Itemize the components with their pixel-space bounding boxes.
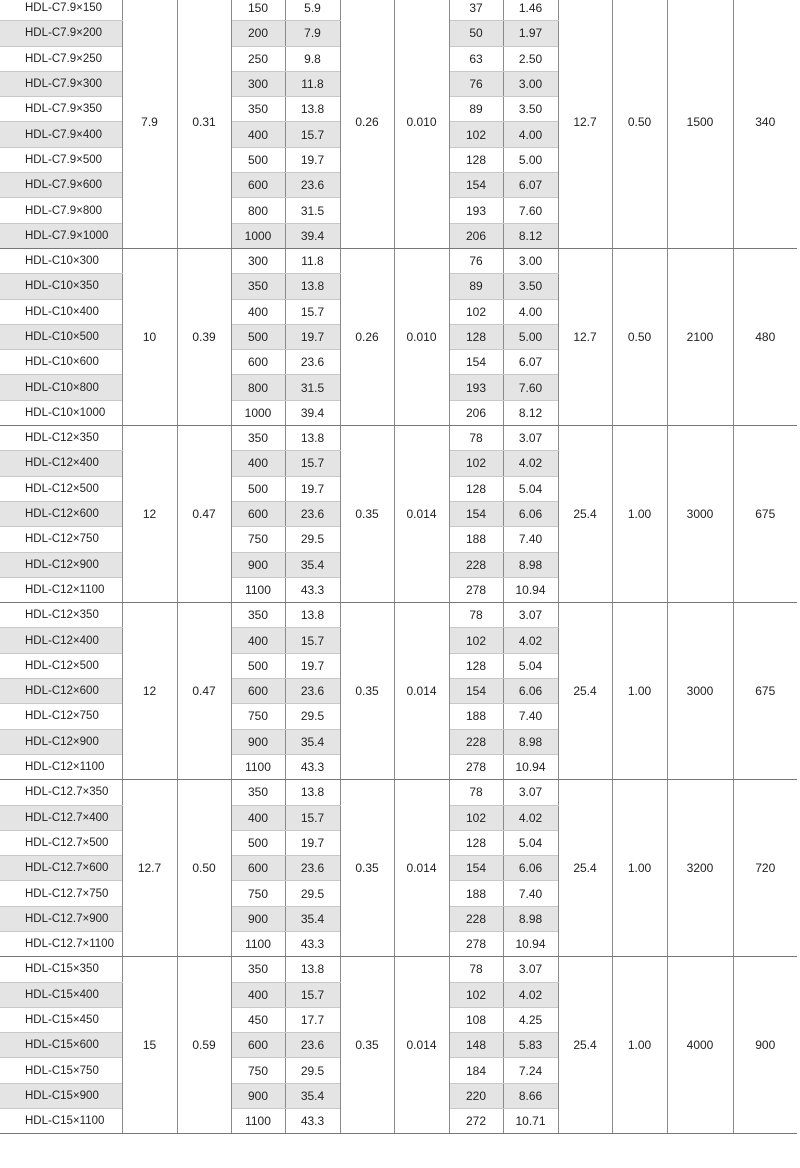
width-in-cell: 10.71: [503, 1109, 558, 1134]
length-in-cell: 7.9: [285, 21, 340, 46]
width-mm-cell: 102: [449, 299, 503, 324]
load-lbs-cell: 720: [733, 780, 797, 957]
width-in-cell: 3.00: [503, 248, 558, 273]
length-in-cell: 39.4: [285, 223, 340, 248]
thickness-in-cell: 0.014: [394, 603, 449, 780]
model-cell: HDL-C10×400: [0, 299, 122, 324]
length-mm-cell: 400: [231, 122, 285, 147]
length-in-cell: 23.6: [285, 679, 340, 704]
model-cell: HDL-C15×750: [0, 1058, 122, 1083]
width-in-cell: 6.06: [503, 501, 558, 526]
model-cell: HDL-C7.9×200: [0, 21, 122, 46]
pitch-mm-cell: 25.4: [558, 426, 612, 603]
length-mm-cell: 400: [231, 805, 285, 830]
thickness-mm-cell: 0.26: [340, 248, 394, 425]
table-row: [0, 780, 797, 805]
width-mm-cell: 78: [449, 426, 503, 451]
thickness-in-cell: 0.014: [394, 957, 449, 1134]
length-mm-cell: 350: [231, 274, 285, 299]
model-cell: HDL-C12×1100: [0, 754, 122, 779]
model-cell: HDL-C12.7×1100: [0, 931, 122, 956]
width-in-cell: 6.07: [503, 173, 558, 198]
length-mm-cell: 350: [231, 426, 285, 451]
model-cell: HDL-C12×500: [0, 476, 122, 501]
length-in-cell: 35.4: [285, 906, 340, 931]
length-in-cell: 17.7: [285, 1007, 340, 1032]
model-cell: HDL-C10×500: [0, 324, 122, 349]
length-in-cell: 19.7: [285, 830, 340, 855]
length-in-cell: 43.3: [285, 931, 340, 956]
inner-dim-in-cell: 0.47: [177, 426, 231, 603]
model-cell: HDL-C12×600: [0, 501, 122, 526]
width-mm-cell: 78: [449, 957, 503, 982]
model-cell: HDL-C7.9×400: [0, 122, 122, 147]
inner-dim-mm-cell: 7.9: [122, 0, 177, 248]
length-mm-cell: 900: [231, 729, 285, 754]
length-mm-cell: 600: [231, 173, 285, 198]
width-in-cell: 5.83: [503, 1033, 558, 1058]
width-mm-cell: 102: [449, 805, 503, 830]
length-mm-cell: 150: [231, 0, 285, 21]
width-mm-cell: 220: [449, 1083, 503, 1108]
width-mm-cell: 278: [449, 577, 503, 602]
load-n-cell: 3000: [667, 603, 733, 780]
load-lbs-cell: 675: [733, 603, 797, 780]
length-mm-cell: 1100: [231, 754, 285, 779]
width-in-cell: 6.07: [503, 350, 558, 375]
length-mm-cell: 750: [231, 1058, 285, 1083]
length-in-cell: 15.7: [285, 628, 340, 653]
model-cell: HDL-C12×400: [0, 628, 122, 653]
model-cell: HDL-C10×600: [0, 350, 122, 375]
thickness-in-cell: 0.014: [394, 780, 449, 957]
length-mm-cell: 900: [231, 906, 285, 931]
length-mm-cell: 1000: [231, 400, 285, 425]
pitch-in-cell: 0.50: [612, 0, 667, 248]
width-mm-cell: 193: [449, 198, 503, 223]
width-mm-cell: 188: [449, 881, 503, 906]
width-mm-cell: 128: [449, 147, 503, 172]
inner-dim-in-cell: 0.39: [177, 248, 231, 425]
model-cell: HDL-C10×800: [0, 375, 122, 400]
model-cell: HDL-C15×350: [0, 957, 122, 982]
width-in-cell: 8.66: [503, 1083, 558, 1108]
length-in-cell: 15.7: [285, 451, 340, 476]
model-cell: HDL-C10×300: [0, 248, 122, 273]
width-in-cell: 3.07: [503, 957, 558, 982]
length-in-cell: 23.6: [285, 1033, 340, 1058]
thickness-mm-cell: 0.35: [340, 780, 394, 957]
length-mm-cell: 350: [231, 957, 285, 982]
load-lbs-cell: 675: [733, 426, 797, 603]
width-in-cell: 8.98: [503, 729, 558, 754]
inner-dim-in-cell: 0.50: [177, 780, 231, 957]
length-in-cell: 11.8: [285, 248, 340, 273]
width-mm-cell: 108: [449, 1007, 503, 1032]
width-in-cell: 10.94: [503, 754, 558, 779]
length-mm-cell: 1100: [231, 931, 285, 956]
length-mm-cell: 900: [231, 552, 285, 577]
width-in-cell: 4.02: [503, 451, 558, 476]
length-in-cell: 13.8: [285, 957, 340, 982]
table-row: [0, 248, 797, 273]
width-in-cell: 3.50: [503, 274, 558, 299]
thickness-in-cell: 0.010: [394, 248, 449, 425]
width-in-cell: 6.06: [503, 856, 558, 881]
width-in-cell: 4.02: [503, 628, 558, 653]
length-in-cell: 29.5: [285, 1058, 340, 1083]
length-in-cell: 29.5: [285, 527, 340, 552]
pitch-mm-cell: 12.7: [558, 0, 612, 248]
width-in-cell: 7.40: [503, 704, 558, 729]
width-mm-cell: 206: [449, 400, 503, 425]
pitch-in-cell: 1.00: [612, 957, 667, 1134]
length-in-cell: 9.8: [285, 46, 340, 71]
model-cell: HDL-C15×450: [0, 1007, 122, 1032]
width-mm-cell: 148: [449, 1033, 503, 1058]
load-n-cell: 3000: [667, 426, 733, 603]
width-mm-cell: 128: [449, 476, 503, 501]
inner-dim-mm-cell: 15: [122, 957, 177, 1134]
width-in-cell: 5.00: [503, 324, 558, 349]
length-in-cell: 31.5: [285, 198, 340, 223]
model-cell: HDL-C15×900: [0, 1083, 122, 1108]
width-in-cell: 8.98: [503, 552, 558, 577]
width-mm-cell: 154: [449, 856, 503, 881]
width-mm-cell: 128: [449, 653, 503, 678]
length-in-cell: 13.8: [285, 274, 340, 299]
length-in-cell: 15.7: [285, 299, 340, 324]
width-in-cell: 7.40: [503, 527, 558, 552]
pitch-in-cell: 1.00: [612, 426, 667, 603]
thickness-in-cell: 0.014: [394, 426, 449, 603]
width-in-cell: 5.04: [503, 653, 558, 678]
length-mm-cell: 300: [231, 248, 285, 273]
length-in-cell: 19.7: [285, 476, 340, 501]
inner-dim-in-cell: 0.31: [177, 0, 231, 248]
length-in-cell: 23.6: [285, 501, 340, 526]
width-mm-cell: 154: [449, 350, 503, 375]
width-mm-cell: 188: [449, 527, 503, 552]
load-n-cell: 3200: [667, 780, 733, 957]
width-in-cell: 4.02: [503, 805, 558, 830]
table-row: [0, 0, 797, 21]
length-mm-cell: 1100: [231, 577, 285, 602]
width-in-cell: 10.94: [503, 577, 558, 602]
load-lbs-cell: 340: [733, 0, 797, 248]
width-mm-cell: 228: [449, 552, 503, 577]
width-mm-cell: 206: [449, 223, 503, 248]
width-in-cell: 4.00: [503, 122, 558, 147]
thickness-mm-cell: 0.35: [340, 603, 394, 780]
length-mm-cell: 750: [231, 881, 285, 906]
length-mm-cell: 1000: [231, 223, 285, 248]
width-mm-cell: 272: [449, 1109, 503, 1134]
length-in-cell: 19.7: [285, 324, 340, 349]
load-n-cell: 2100: [667, 248, 733, 425]
load-n-cell: 1500: [667, 0, 733, 248]
width-in-cell: 5.04: [503, 476, 558, 501]
model-cell: HDL-C12.7×500: [0, 830, 122, 855]
pitch-in-cell: 0.50: [612, 248, 667, 425]
width-mm-cell: 102: [449, 982, 503, 1007]
pitch-mm-cell: 25.4: [558, 603, 612, 780]
length-in-cell: 35.4: [285, 729, 340, 754]
thickness-in-cell: 0.010: [394, 0, 449, 248]
length-in-cell: 35.4: [285, 552, 340, 577]
length-mm-cell: 300: [231, 71, 285, 96]
width-in-cell: 8.12: [503, 400, 558, 425]
width-in-cell: 7.40: [503, 881, 558, 906]
inner-dim-mm-cell: 12: [122, 426, 177, 603]
inner-dim-mm-cell: 12.7: [122, 780, 177, 957]
width-mm-cell: 228: [449, 906, 503, 931]
length-mm-cell: 400: [231, 982, 285, 1007]
width-mm-cell: 102: [449, 628, 503, 653]
length-mm-cell: 750: [231, 527, 285, 552]
width-mm-cell: 89: [449, 274, 503, 299]
model-cell: HDL-C12×500: [0, 653, 122, 678]
model-cell: HDL-C15×1100: [0, 1109, 122, 1134]
width-mm-cell: 78: [449, 603, 503, 628]
model-cell: HDL-C12.7×350: [0, 780, 122, 805]
inner-dim-in-cell: 0.59: [177, 957, 231, 1134]
model-cell: HDL-C7.9×150: [0, 0, 122, 21]
length-mm-cell: 350: [231, 780, 285, 805]
model-cell: HDL-C15×600: [0, 1033, 122, 1058]
model-cell: HDL-C12.7×900: [0, 906, 122, 931]
width-in-cell: 1.46: [503, 0, 558, 21]
width-mm-cell: 76: [449, 248, 503, 273]
length-mm-cell: 600: [231, 1033, 285, 1058]
length-in-cell: 43.3: [285, 577, 340, 602]
inner-dim-mm-cell: 10: [122, 248, 177, 425]
width-in-cell: 8.12: [503, 223, 558, 248]
width-mm-cell: 50: [449, 21, 503, 46]
width-mm-cell: 228: [449, 729, 503, 754]
model-cell: HDL-C12×400: [0, 451, 122, 476]
length-in-cell: 5.9: [285, 0, 340, 21]
model-cell: HDL-C12×900: [0, 729, 122, 754]
length-in-cell: 19.7: [285, 653, 340, 678]
width-in-cell: 2.50: [503, 46, 558, 71]
model-cell: HDL-C12×750: [0, 527, 122, 552]
pitch-mm-cell: 12.7: [558, 248, 612, 425]
length-in-cell: 11.8: [285, 71, 340, 96]
width-mm-cell: 188: [449, 704, 503, 729]
width-in-cell: 7.24: [503, 1058, 558, 1083]
length-in-cell: 23.6: [285, 856, 340, 881]
length-mm-cell: 750: [231, 704, 285, 729]
inner-dim-in-cell: 0.47: [177, 603, 231, 780]
length-mm-cell: 350: [231, 97, 285, 122]
length-mm-cell: 250: [231, 46, 285, 71]
width-mm-cell: 78: [449, 780, 503, 805]
length-in-cell: 43.3: [285, 1109, 340, 1134]
width-mm-cell: 278: [449, 754, 503, 779]
width-in-cell: 4.00: [503, 299, 558, 324]
length-in-cell: 39.4: [285, 400, 340, 425]
length-mm-cell: 600: [231, 679, 285, 704]
length-mm-cell: 500: [231, 324, 285, 349]
load-lbs-cell: 480: [733, 248, 797, 425]
length-mm-cell: 600: [231, 501, 285, 526]
model-cell: HDL-C12.7×400: [0, 805, 122, 830]
model-cell: HDL-C12×750: [0, 704, 122, 729]
length-in-cell: 15.7: [285, 805, 340, 830]
length-in-cell: 29.5: [285, 881, 340, 906]
load-n-cell: 4000: [667, 957, 733, 1134]
width-in-cell: 8.98: [503, 906, 558, 931]
length-in-cell: 13.8: [285, 780, 340, 805]
length-mm-cell: 400: [231, 628, 285, 653]
width-in-cell: 7.60: [503, 198, 558, 223]
model-cell: HDL-C7.9×500: [0, 147, 122, 172]
width-in-cell: 6.06: [503, 679, 558, 704]
width-mm-cell: 193: [449, 375, 503, 400]
length-in-cell: 23.6: [285, 350, 340, 375]
length-mm-cell: 1100: [231, 1109, 285, 1134]
pitch-in-cell: 1.00: [612, 603, 667, 780]
width-mm-cell: 102: [449, 122, 503, 147]
model-cell: HDL-C12×350: [0, 603, 122, 628]
length-mm-cell: 800: [231, 198, 285, 223]
length-mm-cell: 400: [231, 451, 285, 476]
table-row: [0, 603, 797, 628]
model-cell: HDL-C10×350: [0, 274, 122, 299]
length-in-cell: 43.3: [285, 754, 340, 779]
model-cell: HDL-C12×350: [0, 426, 122, 451]
length-in-cell: 15.7: [285, 122, 340, 147]
width-mm-cell: 154: [449, 501, 503, 526]
length-mm-cell: 450: [231, 1007, 285, 1032]
width-in-cell: 7.60: [503, 375, 558, 400]
length-in-cell: 23.6: [285, 173, 340, 198]
length-in-cell: 19.7: [285, 147, 340, 172]
width-mm-cell: 102: [449, 451, 503, 476]
width-mm-cell: 76: [449, 71, 503, 96]
model-cell: HDL-C12×900: [0, 552, 122, 577]
length-in-cell: 13.8: [285, 603, 340, 628]
width-in-cell: 4.25: [503, 1007, 558, 1032]
model-cell: HDL-C12.7×600: [0, 856, 122, 881]
model-cell: HDL-C12.7×750: [0, 881, 122, 906]
width-in-cell: 5.00: [503, 147, 558, 172]
load-lbs-cell: 900: [733, 957, 797, 1134]
width-mm-cell: 128: [449, 324, 503, 349]
width-mm-cell: 154: [449, 679, 503, 704]
length-mm-cell: 500: [231, 653, 285, 678]
length-in-cell: 15.7: [285, 982, 340, 1007]
length-mm-cell: 900: [231, 1083, 285, 1108]
length-in-cell: 13.8: [285, 97, 340, 122]
length-mm-cell: 500: [231, 830, 285, 855]
table-row: [0, 426, 797, 451]
width-in-cell: 3.07: [503, 780, 558, 805]
pitch-mm-cell: 25.4: [558, 957, 612, 1134]
length-in-cell: 29.5: [285, 704, 340, 729]
model-cell: HDL-C12×1100: [0, 577, 122, 602]
pitch-mm-cell: 25.4: [558, 780, 612, 957]
length-mm-cell: 800: [231, 375, 285, 400]
width-in-cell: 10.94: [503, 931, 558, 956]
length-mm-cell: 500: [231, 147, 285, 172]
model-cell: HDL-C7.9×350: [0, 97, 122, 122]
inner-dim-mm-cell: 12: [122, 603, 177, 780]
width-in-cell: 3.00: [503, 71, 558, 96]
length-mm-cell: 600: [231, 350, 285, 375]
length-mm-cell: 500: [231, 476, 285, 501]
width-mm-cell: 154: [449, 173, 503, 198]
width-mm-cell: 278: [449, 931, 503, 956]
model-cell: HDL-C12×600: [0, 679, 122, 704]
width-in-cell: 5.04: [503, 830, 558, 855]
thickness-mm-cell: 0.35: [340, 957, 394, 1134]
length-mm-cell: 400: [231, 299, 285, 324]
thickness-mm-cell: 0.35: [340, 426, 394, 603]
width-in-cell: 4.02: [503, 982, 558, 1007]
length-in-cell: 35.4: [285, 1083, 340, 1108]
thickness-mm-cell: 0.26: [340, 0, 394, 248]
width-mm-cell: 184: [449, 1058, 503, 1083]
width-mm-cell: 128: [449, 830, 503, 855]
table-row: [0, 957, 797, 982]
length-mm-cell: 200: [231, 21, 285, 46]
length-in-cell: 13.8: [285, 426, 340, 451]
width-in-cell: 1.97: [503, 21, 558, 46]
pitch-in-cell: 1.00: [612, 780, 667, 957]
model-cell: HDL-C7.9×800: [0, 198, 122, 223]
width-in-cell: 3.50: [503, 97, 558, 122]
width-in-cell: 3.07: [503, 426, 558, 451]
model-cell: HDL-C7.9×1000: [0, 223, 122, 248]
model-cell: HDL-C7.9×250: [0, 46, 122, 71]
length-mm-cell: 600: [231, 856, 285, 881]
model-cell: HDL-C10×1000: [0, 400, 122, 425]
width-in-cell: 3.07: [503, 603, 558, 628]
length-in-cell: 31.5: [285, 375, 340, 400]
width-mm-cell: 89: [449, 97, 503, 122]
model-cell: HDL-C15×400: [0, 982, 122, 1007]
length-mm-cell: 350: [231, 603, 285, 628]
model-cell: HDL-C7.9×600: [0, 173, 122, 198]
width-mm-cell: 37: [449, 0, 503, 21]
width-mm-cell: 63: [449, 46, 503, 71]
model-cell: HDL-C7.9×300: [0, 71, 122, 96]
